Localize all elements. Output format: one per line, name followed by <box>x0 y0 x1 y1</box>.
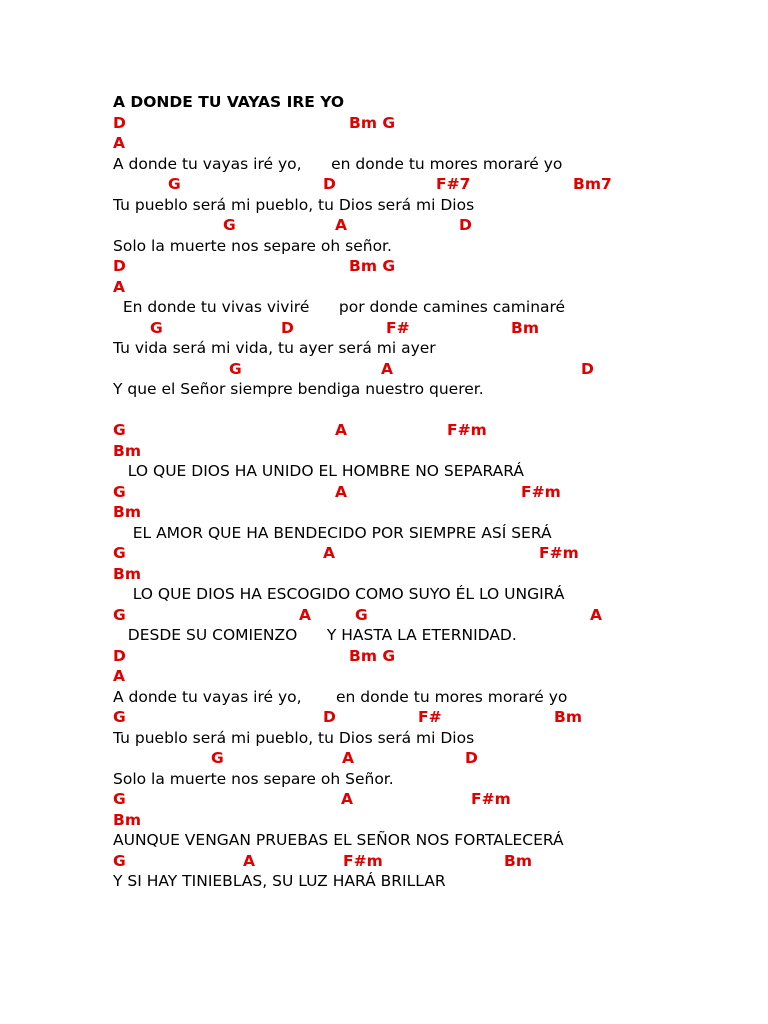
chord-label: D <box>113 257 126 275</box>
chord-label: A <box>299 605 311 624</box>
lyric-line: Tu pueblo será mi pueblo, tu Dios será mi Dios <box>113 195 475 214</box>
chord-label: G <box>223 216 236 234</box>
chord-label: F#7 <box>436 175 471 193</box>
chord-label: G <box>229 359 242 378</box>
lyric-line: Y SI HAY TINIEBLAS, SU LUZ HARÁ BRILLAR <box>113 872 446 890</box>
chord-label: Bm <box>511 318 539 337</box>
lyric-line: EL AMOR QUE HA BENDECIDO POR SIEMPRE ASÍ SERÁ <box>113 523 552 542</box>
chord-label: F# <box>386 318 410 337</box>
chord-line <box>113 133 733 154</box>
chord-line <box>113 318 733 339</box>
chord-label: A <box>243 851 255 870</box>
chord-label: D <box>323 708 336 726</box>
chord-line <box>113 174 733 195</box>
chord-label: D <box>113 646 126 665</box>
lyric-line: DESDE SU COMIENZO Y HASTA LA ETERNIDAD. <box>113 626 517 644</box>
song-lines <box>113 113 733 892</box>
chord-label: F#m <box>521 482 561 501</box>
chord-label: Bm <box>554 708 582 726</box>
chord-line <box>113 707 733 728</box>
chord-label: F# <box>418 708 442 726</box>
chord-label: F#m <box>471 790 511 808</box>
chord-label: A <box>335 216 347 234</box>
chord-line <box>113 810 733 831</box>
chord-line <box>113 113 733 134</box>
chord-line <box>113 666 733 687</box>
song-sheet <box>113 92 733 892</box>
chord-label: G <box>113 605 126 624</box>
chord-label: G <box>211 749 224 767</box>
chord-line <box>113 420 733 441</box>
chord-label: Bm G <box>349 646 396 665</box>
chord-line <box>113 789 733 810</box>
chord-line <box>113 605 733 626</box>
chord-label: D <box>113 113 126 132</box>
chord-label: A <box>335 482 347 501</box>
lyric-line: A donde tu vayas iré yo, en donde tu mores moraré yo <box>113 154 563 173</box>
chord-label: G <box>113 851 126 870</box>
lyric-line: A donde tu vayas iré yo, en donde tu mores moraré yo <box>113 687 568 706</box>
chord-line <box>113 502 733 523</box>
chord-label: G <box>113 544 126 562</box>
chord-line <box>113 543 733 564</box>
chord-label: G <box>168 175 181 193</box>
chord-label: Bm <box>504 851 532 870</box>
chord-line <box>113 851 733 872</box>
chord-label: A <box>113 277 125 296</box>
lyric-line: LO QUE DIOS HA UNIDO EL HOMBRE NO SEPARARÁ <box>113 462 524 480</box>
lyric-line: Solo la muerte nos separe oh Señor. <box>113 769 394 788</box>
chord-label: F#m <box>343 851 383 870</box>
lyric-line: Tu pueblo será mi pueblo, tu Dios será mi Dios <box>113 728 475 747</box>
chord-line <box>113 215 733 236</box>
chord-label: F#m <box>447 421 487 439</box>
chord-label: D <box>581 359 594 378</box>
chord-label: A <box>335 421 347 439</box>
lyric-line: LO QUE DIOS HA ESCOGIDO COMO SUYO ÉL LO UNGIRÁ <box>113 585 565 603</box>
chord-label: F#m <box>539 544 579 562</box>
chord-label: A <box>113 667 125 685</box>
chord-line <box>113 277 733 298</box>
chord-label: Bm <box>113 503 141 521</box>
chord-label: D <box>323 175 336 193</box>
chord-label: A <box>113 134 125 152</box>
chord-label: Bm <box>113 564 141 583</box>
song-title: A DONDE TU VAYAS IRE YO <box>113 93 345 111</box>
chord-label: A <box>381 359 393 378</box>
chord-label: G <box>113 790 126 808</box>
lyric-line: AUNQUE VENGAN PRUEBAS EL SEÑOR NOS FORTALECERÁ <box>113 831 564 849</box>
chord-line <box>113 482 733 503</box>
lyric-line: Y que el Señor siempre bendiga nuestro querer. <box>113 380 484 398</box>
chord-label: G <box>113 482 126 501</box>
lyric-line: Solo la muerte nos separe oh señor. <box>113 236 392 255</box>
chord-line <box>113 256 733 277</box>
chord-line <box>113 441 733 462</box>
chord-label: A <box>342 749 354 767</box>
chord-label: D <box>281 318 294 337</box>
chord-line <box>113 359 733 380</box>
chord-line <box>113 748 733 769</box>
lyric-line: En donde tu vivas viviré por donde camines caminaré <box>113 298 566 316</box>
chord-label: Bm7 <box>573 175 612 193</box>
chord-label: Bm G <box>349 257 396 275</box>
chord-label: G <box>150 318 163 337</box>
blank-line <box>113 400 733 421</box>
chord-label: A <box>323 544 335 562</box>
chord-label: G <box>355 605 368 624</box>
chord-label: Bm G <box>349 113 396 132</box>
chord-label: Bm <box>113 810 141 829</box>
chord-label: Bm <box>113 441 141 460</box>
chord-label: G <box>113 421 126 439</box>
chord-label: D <box>459 216 472 234</box>
chord-label: A <box>590 605 602 624</box>
chord-line <box>113 646 733 667</box>
chord-label: A <box>341 790 353 808</box>
lyric-line: Tu vida será mi vida, tu ayer será mi ayer <box>113 339 436 357</box>
chord-label: D <box>465 749 478 767</box>
chord-line <box>113 564 733 585</box>
chord-label: G <box>113 708 126 726</box>
